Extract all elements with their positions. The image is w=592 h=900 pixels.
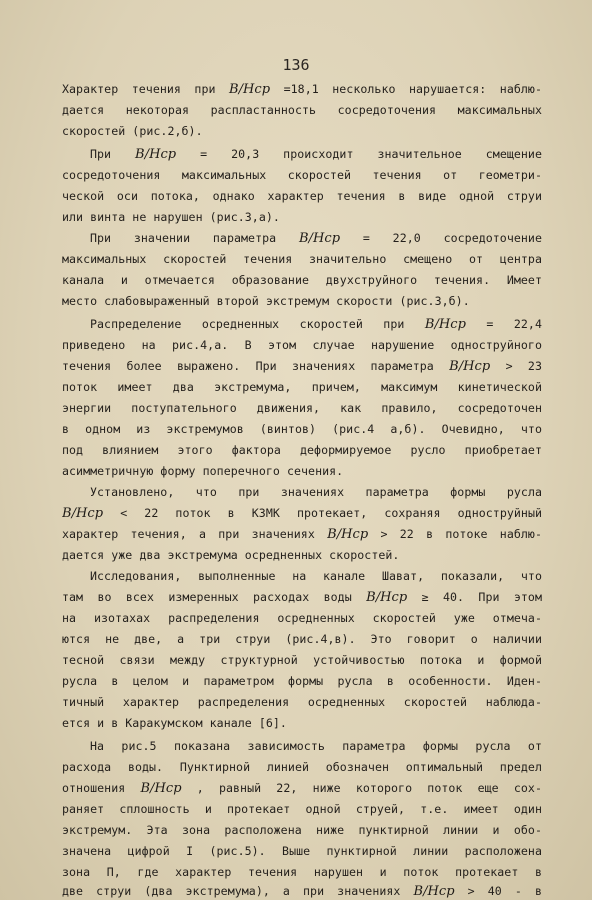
text-line: На рис.5 показана зависимость параметра формы русла от (90, 739, 542, 753)
text-line: ются не две, а три струи (рис.4,в). Это говорит о наличии (62, 632, 542, 646)
formula-b-h: B/Hср (229, 82, 271, 97)
text-line: характер течения, а при значениях B/Hср > 22 в потоке наблю- (62, 527, 542, 542)
text-line: там во всех измеренных расходах воды B/Hср ≥ 40. При этом (62, 590, 542, 605)
text-line: экстремум. Эта зона расположена ниже пунктирной линии и обо- (62, 823, 542, 837)
text-line: русла в целом и параметром формы русла в особенности. Иден- (62, 674, 542, 688)
text-line: канала и отмечается образование двухструйного течения. Имеет (62, 273, 542, 287)
text-line: приведено на рис.4,а. В этом случае нарушение одноструйного (62, 338, 542, 352)
text-line: максимальных скоростей течения значительно смещено от центра (62, 252, 542, 266)
text-line: Исследования, выполненные на канале Шават, показали, что (90, 569, 542, 583)
formula-b-h: B/Hср (366, 590, 408, 605)
text-line: скоростей (рис.2,б). (62, 124, 203, 138)
text-line: тичный характер распределения осредненных скоростей наблюда- (62, 695, 542, 709)
formula-b-h: B/Hср (327, 527, 369, 542)
text-line: место слабовыраженный второй экстремум скорости (рис.3,б). (62, 294, 470, 308)
formula-b-h: B/Hср (298, 231, 341, 246)
text-line: отношения B/Hср , равный 22, ниже которого поток еще сох- (62, 781, 542, 796)
text-line: сосредоточения максимальных скоростей течения от геометри- (62, 168, 542, 182)
text-line: зона П, где характер течения нарушен и поток протекает в (62, 865, 542, 879)
text-line: под влиянием этого фактора деформируемое русло приобретает (62, 443, 542, 457)
text-line: При B/Hср = 20,3 происходит значительное смещение (90, 147, 542, 162)
text-line: Установлено, что при значениях параметра формы русла (90, 485, 542, 499)
text-line: поток имеет два экстремума, причем, максимум кинетической (62, 380, 542, 394)
text-line: энергии поступательного движения, как правило, сосредоточен (62, 401, 542, 415)
text-line: ческой оси потока, однако характер течения в виде одной струи (62, 189, 542, 203)
text-line: тесной связи между структурной устойчивостью потока и формой (62, 653, 542, 667)
formula-b-h: B/Hср (135, 147, 177, 162)
text-line: При значении параметра B/Hср = 22,0 сосредоточение (90, 231, 542, 246)
text-line: B/Hср < 22 поток в КЗМК протекает, сохраняя одноструйный (62, 506, 542, 521)
page-number: 136 (282, 56, 310, 74)
text-line: две струи (два экстремума), а при значениях B/Hср > 40 - в (62, 884, 542, 899)
text-line: на изотахах распределения осредненных скоростей уже отмеча- (62, 611, 542, 625)
text-line: течения более выражено. При значениях параметра B/Hср > 23 (62, 359, 542, 374)
text-line: Распределение осредненных скоростей при B/Hср = 22,4 (90, 317, 542, 332)
formula-b-h: B/Hср (424, 317, 466, 332)
text-line: в одном из экстремумов (винтов) (рис.4 а,б). Очевидно, что (62, 422, 542, 436)
formula-b-h: B/Hср (62, 506, 104, 521)
text-line: ется и в Каракумском канале [6]. (62, 716, 287, 730)
formula-b-h: B/Hср (449, 359, 491, 374)
text-line: дается некоторая распластанность сосредоточения максимальных (62, 103, 542, 117)
text-line: или винта не нарушен (рис.3,а). (62, 210, 280, 224)
formula-b-h: B/Hср (140, 781, 182, 796)
text-line: раняет сплошность и протекает одной струей, т.е. имеет один (62, 802, 542, 816)
text-line: асимметричную форму поперечного сечения. (62, 464, 344, 478)
text-line: дается уже два экстремума осредненных скоростей. (62, 548, 400, 562)
text-line: значена цифрой I (рис.5). Выше пунктирной линии расположена (62, 844, 542, 858)
text-line: Характер течения при B/Hср =18,1 несколько нарушается: наблю- (62, 82, 542, 97)
formula-b-h: B/Hср (413, 884, 455, 899)
text-line: расхода воды. Пунктирной линией обозначен оптимальный предел (62, 760, 542, 774)
